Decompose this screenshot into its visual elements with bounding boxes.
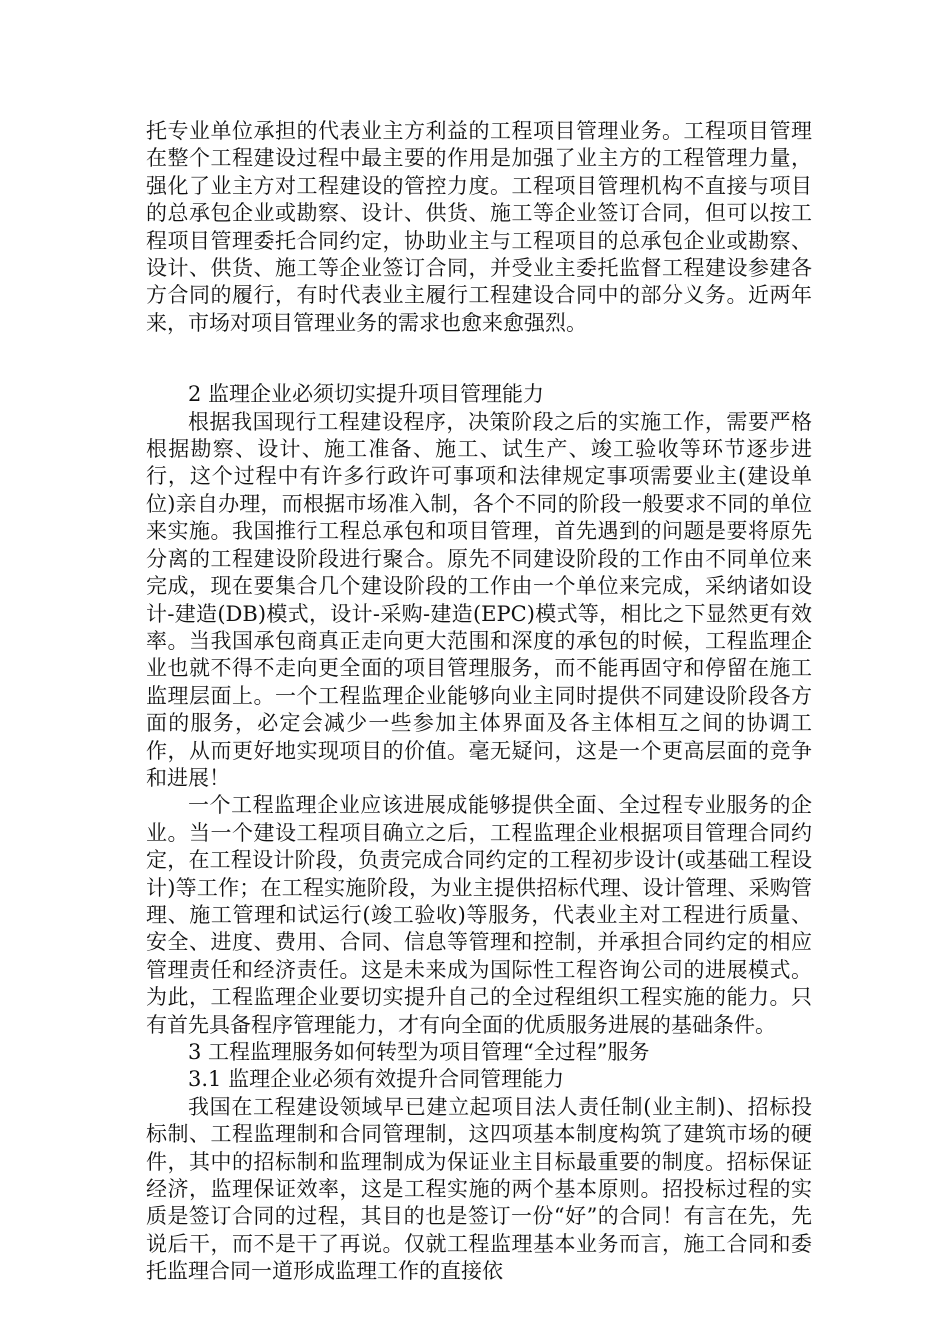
section-heading-2: 2 监理企业必须切实提升项目管理能力 <box>188 382 545 407</box>
paragraph-body: 根据我国现行工程建设程序，决策阶段之后的实施工作，需要严格根据勘察、设计、施工准备、施工、试生产、竣工验收等环节逐步进行，这个过程中有许多行政许可事项和法律规定事项需要业主(建设单位)亲自办理，而根据市场准入制，各个不同的阶段一般要求不同的单位来实施。我国推行工程总承包和项目管理，首先遇到的问题是要将原先分离的工程建设阶段进行聚合。原先不同建设阶段的工作由不同单位来完成，现在要集合几个建设阶段的工作由一个单位来完成，采纳诸如设计-建造(DB)模式，设计-采购-建造(EPC)模式等，相比之下显然更有效率。当我国承包商真正走向更大范围和深度的承包的时候，工程监理企业也就不得不走向更全面的项目管理服务，而不能再固守和停留在施工监理层面上。一个工程监理企业能够向业主同时提供不同建设阶段各方面的服务，必定会减少一些参加主体界面及各主体相互之间的协调工作，从而更好地实现项目的价值。毫无疑问，这是一个更高层面的竞争和进展！ <box>146 409 812 790</box>
subsection-heading-3-1: 3.1 监理企业必须有效提升合同管理能力 <box>188 1067 565 1092</box>
paragraph-continuation: 托专业单位承担的代表业主方利益的工程项目管理业务。工程项目管理在整个工程建设过程中最主要的作用是加强了业主方的工程管理力量，强化了业主方对工程建设的管控力度。工程项目管理机构不直接与项目的总承包企业或勘察、设计、供货、施工等企业签订合同，但可以按工程项目管理委托合同约定，协助业主与工程项目的总承包企业或勘察、设计、供货、施工等企业签订合同，并受业主委托监督工程建设参建各方合同的履行，有时代表业主履行工程建设合同中的部分义务。近两年来，市场对项目管理业务的需求也愈来愈强烈。 <box>146 119 812 335</box>
document-body <box>146 118 812 1286</box>
paragraph-body: 我国在工程建设领域早已建立起项目法人责任制(业主制)、招标投标制、工程监理制和合同管理制，这四项基本制度构筑了建筑市场的硬件，其中的招标制和监理制成为保证业主目标最重要的制度。招标保证经济，监理保证效率，这是工程实施的两个基本原则。招投标过程的实质是签订合同的过程，其目的也是签订一份“好”的合同！有言在先，先说后干，而不是干了再说。仅就工程监理基本业务而言，施工合同和委托监理合同一道形成监理工作的直接依 <box>146 1094 812 1284</box>
section-heading-3: 3 工程监理服务如何转型为项目管理“全过程”服务 <box>188 1040 650 1064</box>
paragraph-body: 一个工程监理企业应该进展成能够提供全面、全过程专业服务的企业。当一个建设工程项目确立之后，工程监理企业根据项目管理合同约定，在工程设计阶段，负责完成合同约定的工程初步设计(或基础工程设计)等工作；在工程实施阶段，为业主提供招标代理、设计管理、采购管理、施工管理和试运行(竣工验收)等服务，代表业主对工程进行质量、安全、进度、费用、合同、信息等管理和控制，并承担合同约定的相应管理责任和经济责任。这是未来成为国际性工程咨询公司的进展模式。为此，工程监理企业要切实提升自己的全过程组织工程实施的能力。只有首先具备程序管理能力，才有向全面的优质服务进展的基础条件。 <box>146 793 812 1037</box>
paragraph-gap <box>146 337 812 381</box>
